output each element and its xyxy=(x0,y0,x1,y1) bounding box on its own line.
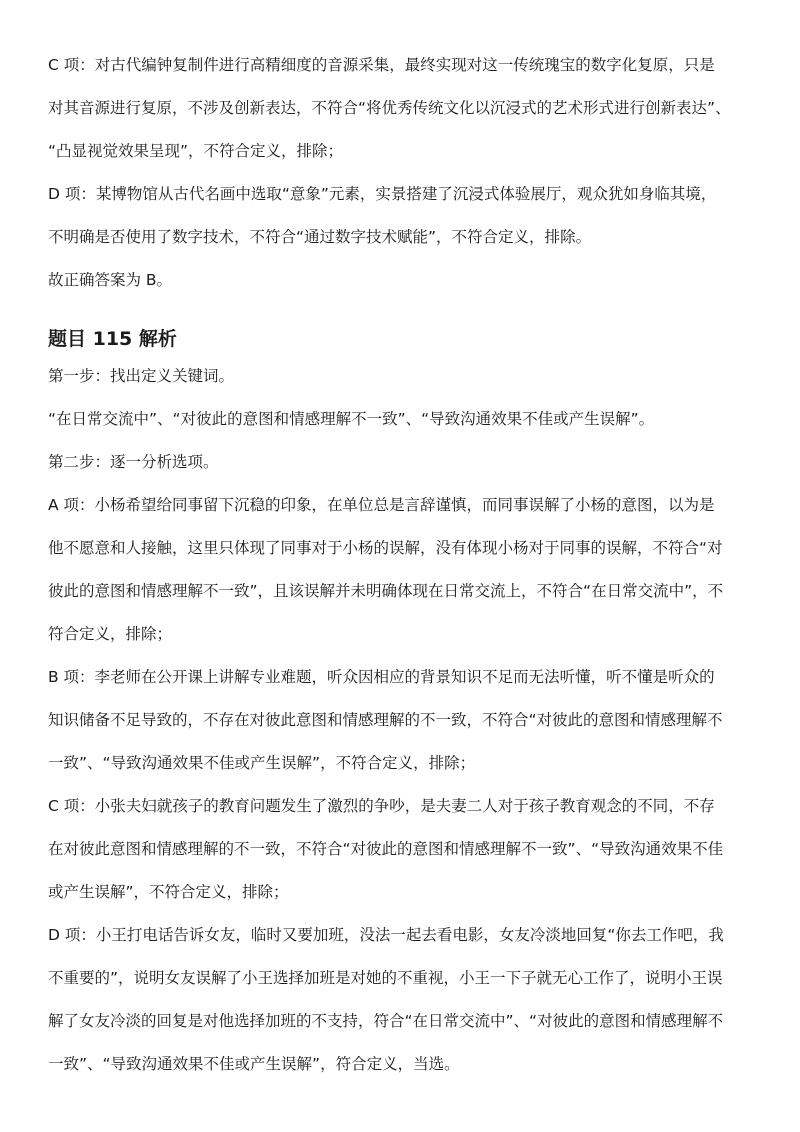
text-line: 对其音源进行复原，不涉及创新表达，不符合“将优秀传统文化以沉浸式的艺术形式进行创新表达”、 xyxy=(48,99,731,117)
option-d xyxy=(48,925,758,1075)
text-line: 彼此的意图和情感理解不一致”，且该误解并未明确体现在日常交流上，不符合“在日常交流中”，不 xyxy=(48,582,724,600)
text-line: C 项：对古代编钟复制件进行高精细度的音源采集，最终实现对这一传统瑰宝的数字化复原，只是 xyxy=(48,56,715,74)
text-line: 或产生误解”，不符合定义，排除； xyxy=(48,883,289,901)
text-line: 不明确是否使用了数字技术，不符合“通过数字技术赋能”，不符合定义，排除。 xyxy=(48,228,592,246)
option-c xyxy=(48,796,758,925)
step-two: 第二步：逐一分析选项。 xyxy=(48,453,219,471)
text-line: 在对彼此意图和情感理解的不一致，不符合“对彼此的意图和情感理解不一致”、“导致沟通效果不佳 xyxy=(48,840,724,858)
text-line: “凸显视觉效果呈现”，不符合定义，排除； xyxy=(48,142,344,160)
option-c-previous xyxy=(48,55,758,184)
text-line: 他不愿意和人接触，这里只体现了同事对于小杨的误解，没有体现小杨对于同事的误解，不符合“对 xyxy=(48,539,723,557)
text-line: 不重要的”，说明女友误解了小王选择加班是对她的不重视，小王一下子就无心工作了，说明小王误 xyxy=(48,969,723,987)
text-line: D 项：小王打电话告诉女友，临时又要加班，没法一起去看电影，女友冷淡地回复“你去工作吧，我 xyxy=(48,926,724,944)
text-line: B 项：李老师在公开课上讲解专业难题，听众因相应的背景知识不足而无法听懂，听不懂是听众的 xyxy=(48,668,715,686)
definition-keywords: “在日常交流中”、“对彼此的意图和情感理解不一致”、“导致沟通效果不佳或产生误解”。 xyxy=(48,410,655,428)
document-page xyxy=(48,55,758,1075)
answer-previous: 故正确答案为 B。 xyxy=(48,271,173,289)
text-line: 一致”、“导致沟通效果不佳或产生误解”，不符合定义，排除； xyxy=(48,754,476,772)
option-d-previous xyxy=(48,184,758,270)
text-line: 符合定义，排除； xyxy=(48,625,173,643)
text-line: 解了女友冷淡的回复是对他选择加班的不支持，符合“在日常交流中”、“对彼此的意图和情感理解不 xyxy=(48,1012,724,1030)
option-b xyxy=(48,667,758,796)
text-line: C 项：小张夫妇就孩子的教育问题发生了激烈的争吵，是夫妻二人对于孩子教育观念的不同，不存 xyxy=(48,797,715,815)
section-heading: 题目 115 解析 xyxy=(48,328,177,350)
step-one: 第一步：找出定义关键词。 xyxy=(48,367,235,385)
text-line: 知识储备不足导致的，不存在对彼此意图和情感理解的不一致，不符合“对彼此的意图和情感理解不 xyxy=(48,711,723,729)
text-line: 一致”、“导致沟通效果不佳或产生误解”，符合定义，当选。 xyxy=(48,1055,460,1073)
text-line: A 项：小杨希望给同事留下沉稳的印象，在单位总是言辞谨慎，而同事误解了小杨的意图，以为是 xyxy=(48,496,715,514)
text-line: D 项：某博物馆从古代名画中选取“意象”元素，实景搭建了沉浸式体验展厅，观众犹如身临其境， xyxy=(48,185,717,203)
option-a xyxy=(48,495,758,667)
